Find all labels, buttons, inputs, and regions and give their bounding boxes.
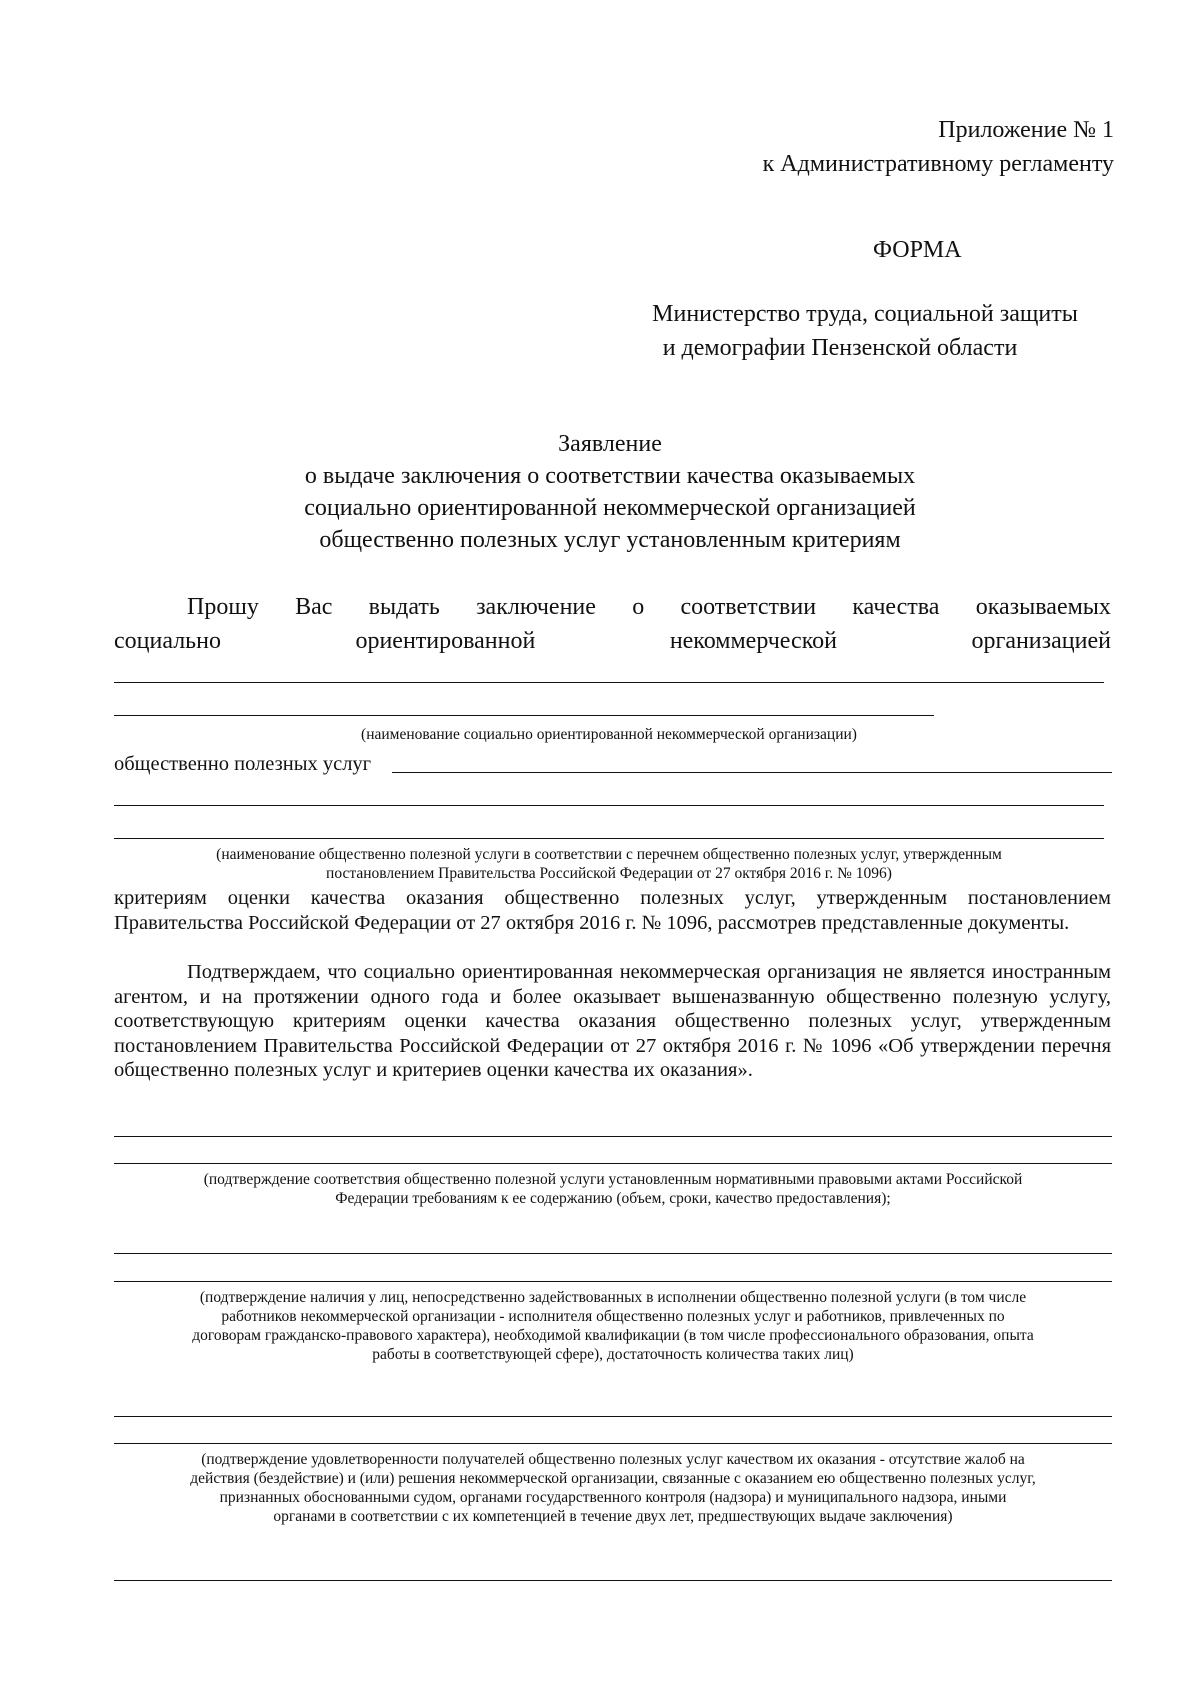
qualification-caption-line-3: договорам гражданско-правового характера), необходимой квалификации (в том числе профессионального образования, опыта xyxy=(192,1327,1034,1344)
confirmation-paragraph: Подтверждаем, что социально ориентированная некоммерческая организация не является иностранным агентом, и на протяжении одного года и более оказывает вышеназванную общественно полезную услугу, соответствующую критериям оценки качества оказания общественно полезных услуг, утвержденным постановлением Правительства Российской Федерации от 27 октября 2016 г. № 1096 «Об утверждении перечня общественно полезных услуг и критериев оценки качества их оказания». xyxy=(114,961,1111,1081)
ministry-line-2: и демографии Пензенской области xyxy=(662,335,1018,361)
document-subtitle-line-1: о выдаче заключения о соответствии качества оказываемых xyxy=(304,463,916,489)
qualification-caption-line-1: (подтверждение наличия у лиц, непосредственно задействованных в исполнении общественно полезной услуги (в том числе xyxy=(199,1289,1027,1306)
appendix-number: Приложение № 1 xyxy=(938,117,1114,143)
request-line-1-word: качества xyxy=(852,594,940,620)
satisfaction-caption-line-1: (подтверждение удовлетворенности получателей общественно полезных услуг качеством их оказания - отсутствие жалоб на xyxy=(201,1451,1025,1468)
org-name-line-2[interactable] xyxy=(114,715,934,716)
qualification-line-2[interactable] xyxy=(114,1281,1112,1282)
document-subtitle-line-3: общественно полезных услуг установленным критериям xyxy=(319,527,901,553)
service-caption-line-2: постановлением Правительства Российской Федерации от 27 октября 2016 г. № 1096) xyxy=(326,865,892,882)
form-label: ФОРМА xyxy=(873,237,962,263)
request-line-1 xyxy=(187,593,1111,621)
request-line-2 xyxy=(114,627,1111,655)
document-title: Заявление xyxy=(558,431,662,457)
satisfaction-caption-line-4: органами в соответствии с их компетенцией в течение двух лет, предшествующих выдаче заключения) xyxy=(273,1508,953,1525)
request-line-1-word: о xyxy=(632,594,645,620)
satisfaction-caption-line-3: признанных обоснованными судом, органами государственного контроля (надзора) и муниципального надзора, иными xyxy=(219,1489,1007,1506)
satisfaction-caption-line-2: действия (бездействие) и (или) решения некоммерческой организации, связанные с оказанием ею общественно полезных услуг, xyxy=(190,1470,1036,1487)
request-line-1-word: соответствии xyxy=(680,594,817,620)
org-name-line-1[interactable] xyxy=(114,682,1104,683)
services-label: общественно полезных услуг xyxy=(114,753,372,775)
request-line-2-word: организацией xyxy=(971,628,1111,654)
final-line[interactable] xyxy=(114,1580,1112,1581)
criteria-paragraph: критериям оценки качества оказания общественно полезных услуг, утвержденным постановлением Правительства Российской Федерации от 27 октября 2016 г. № 1096, рассмотрев представленные документы. xyxy=(114,887,1111,934)
request-line-1-word: Прошу xyxy=(187,594,259,620)
requirements-line-1[interactable] xyxy=(114,1136,1112,1137)
request-line-1-word: выдать xyxy=(368,594,440,620)
ministry-line-1: Министерство труда, социальной защиты xyxy=(652,301,1078,327)
requirements-caption-line-1: (подтверждение соответствия общественно полезной услуги установленным нормативными правовыми актами Российской xyxy=(203,1171,1023,1188)
request-line-2-word: ориентированной xyxy=(355,628,536,654)
requirements-line-2[interactable] xyxy=(114,1163,1112,1164)
service-name-line-1[interactable] xyxy=(392,772,1112,773)
qualification-line-1[interactable] xyxy=(114,1253,1112,1254)
qualification-caption-line-2: работников некоммерческой организации - исполнителя общественно полезных услуг и работников, привлеченных по xyxy=(221,1308,1005,1325)
service-name-line-2[interactable] xyxy=(114,805,1104,806)
request-line-2-word: некоммерческой xyxy=(669,628,837,654)
document-subtitle-line-2: социально ориентированной некоммерческой организацией xyxy=(304,495,916,521)
request-line-1-word: Вас xyxy=(295,594,333,620)
service-name-line-3[interactable] xyxy=(114,838,1104,839)
satisfaction-line-1[interactable] xyxy=(114,1416,1112,1417)
requirements-caption-line-2: Федерации требованиям к ее содержанию (объем, сроки, качество предоставления); xyxy=(335,1190,891,1207)
service-caption-line-1: (наименование общественно полезной услуги в соответствии с перечнем общественно полезных услуг, утвержденным xyxy=(216,846,1002,863)
request-line-1-word: заключение xyxy=(476,594,596,620)
qualification-caption-line-4: работы в соответствующей сфере), достаточность количества таких лиц) xyxy=(372,1346,854,1363)
request-line-1-word: оказываемых xyxy=(975,594,1111,620)
request-line-2-word: социально xyxy=(114,628,221,654)
org-name-caption: (наименование социально ориентированной некоммерческой организации) xyxy=(361,726,857,743)
satisfaction-line-2[interactable] xyxy=(114,1443,1112,1444)
regulation-reference: к Административному регламенту xyxy=(762,151,1114,177)
